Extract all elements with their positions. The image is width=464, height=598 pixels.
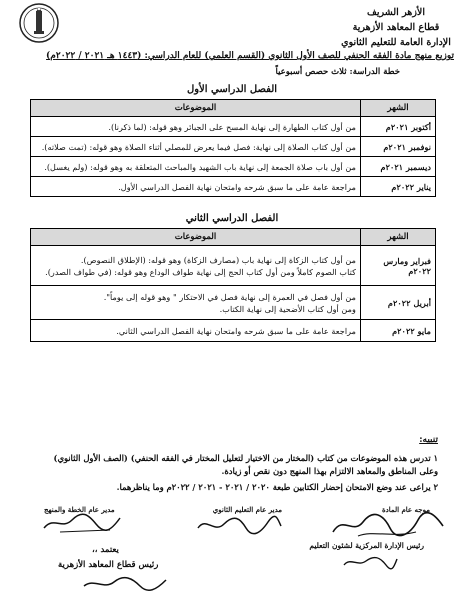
letterhead (336, 5, 456, 50)
signature-subject-supervisor (328, 510, 448, 540)
month-cell: نوفمبر ٢٠٢١م (361, 137, 436, 157)
signature-label-curriculum-director: مدير عام الخطة والمنهج (44, 505, 115, 514)
topic-cell (31, 246, 361, 286)
table-row (31, 137, 436, 157)
letterhead-line-2: قطاع المعاهد الأزهرية (352, 22, 440, 33)
chief-title: رئيس قطاع المعاهد الأزهرية (58, 560, 159, 570)
topic-cell: من أول كتاب الصلاة إلى نهاية: فصل فيما يعرض للمصلي أثناء الصلاة وهو قوله: (تمت صلاته). (31, 137, 361, 157)
table-row (31, 157, 436, 177)
topic-cell: مراجعة عامة على ما سبق شرحه وامتحان نهاية الفصل الدراسي الأول. (31, 177, 361, 197)
column-month: الشهر (361, 229, 436, 246)
month-cell: يناير ٢٠٢٢م (361, 177, 436, 197)
topic-line: ومن أول كتاب الأضحية إلى نهاية الكتاب. (219, 303, 356, 314)
topic-line: من أول فصل في العمرة إلى نهاية فصل في الاحتكار " وهو قوله إلى يوماً". (103, 291, 356, 302)
table-row (31, 320, 436, 342)
topic-line: مراجعة عامة على ما سبق شرحه وامتحان نهاية الفصل الدراسي الثاني. (116, 325, 356, 336)
signature-curriculum-director (40, 510, 130, 536)
note-1: ١ تدرس هذه الموضوعات من كتاب (المختار من الاختيار لتعليل المختار في الفقه الحنفي) (الصف الأول الثانوي) وعلى المناطق والمعاهد الالتزام بهذا المنهج دون نقص أو زيادة. (53, 453, 438, 476)
signature-chief (80, 574, 170, 594)
semester-2-table (30, 228, 436, 342)
approval-text: يعتمد ،، (92, 545, 119, 555)
signature-central-admin (340, 553, 400, 571)
table-row (31, 246, 436, 286)
topic-line: كتاب الصوم كاملاً ومن أول كتاب الحج إلى نهاية طواف الوداع وهو قوله: (في طواف الصدر). (45, 266, 356, 277)
semester-1-title: الفصل الدراسي الأول (186, 84, 278, 95)
signature-secondary-director (194, 512, 284, 538)
study-plan: خطة الدراسة: ثلاث حصص أسبوعياً (275, 67, 400, 77)
topic-line: من أول كتاب الزكاة إلى نهاية باب (مصارف الزكاة) وهو قوله: (الإطلاق النصوص). (80, 254, 356, 265)
note-2: ٢ يراعى عند وضع الامتحان إحضار الكتابين طبعة ٢٠٢٠ / ٢٠٢١ - ٢٠٢١ / ٢٠٢٢م وما يناظرهما. (116, 482, 438, 492)
semester-2-title: الفصل الدراسي الثاني (185, 213, 279, 224)
letterhead-line-1: الأزهر الشريف (367, 7, 425, 18)
table-row (31, 177, 436, 197)
topic-cell: من أول كتاب الطهارة إلى نهاية المسح على الجبائر وهو قوله: (لما ذكرنا). (31, 117, 361, 137)
letterhead-line-3: الإدارة العامة للتعليم الثانوي (341, 37, 451, 48)
column-month: الشهر (361, 100, 436, 117)
table-row (31, 117, 436, 137)
table-row (31, 286, 436, 320)
column-topics: الموضوعات (31, 100, 361, 117)
month-cell: فبراير ومارس ٢٠٢٢م (361, 246, 436, 286)
semester-1-table (30, 99, 436, 197)
topic-cell (31, 320, 361, 342)
month-cell: أبريل ٢٠٢٢م (361, 286, 436, 320)
month-cell: أكتوبر ٢٠٢١م (361, 117, 436, 137)
month-cell: مايو ٢٠٢٢م (361, 320, 436, 342)
azhar-logo-icon (18, 2, 60, 44)
topic-cell (31, 286, 361, 320)
month-cell: ديسمبر ٢٠٢١م (361, 157, 436, 177)
topic-cell: من أول باب صلاة الجمعة إلى نهاية باب الشهيد والمباحث المتعلقة به وهو قوله: (ولم يغسل). (31, 157, 361, 177)
document-title: توزيع منهج مادة الفقه الحنفي للصف الأول الثانوي (القسم العلمي) للعام الدراسي: (١٤٤٣ هـ ٢٠٢١ / ٢٠٢٢م) (46, 51, 454, 61)
signature-label-subject-supervisor: موجه عام المادة (381, 505, 430, 514)
signature-label-secondary-director: مدير عام التعليم الثانوي (212, 505, 282, 514)
signature-label-central-admin: رئيس الإدارة المركزية لشئون التعليم (309, 541, 424, 550)
column-topics: الموضوعات (31, 229, 361, 246)
notes-title: تنبيه: (419, 435, 438, 445)
